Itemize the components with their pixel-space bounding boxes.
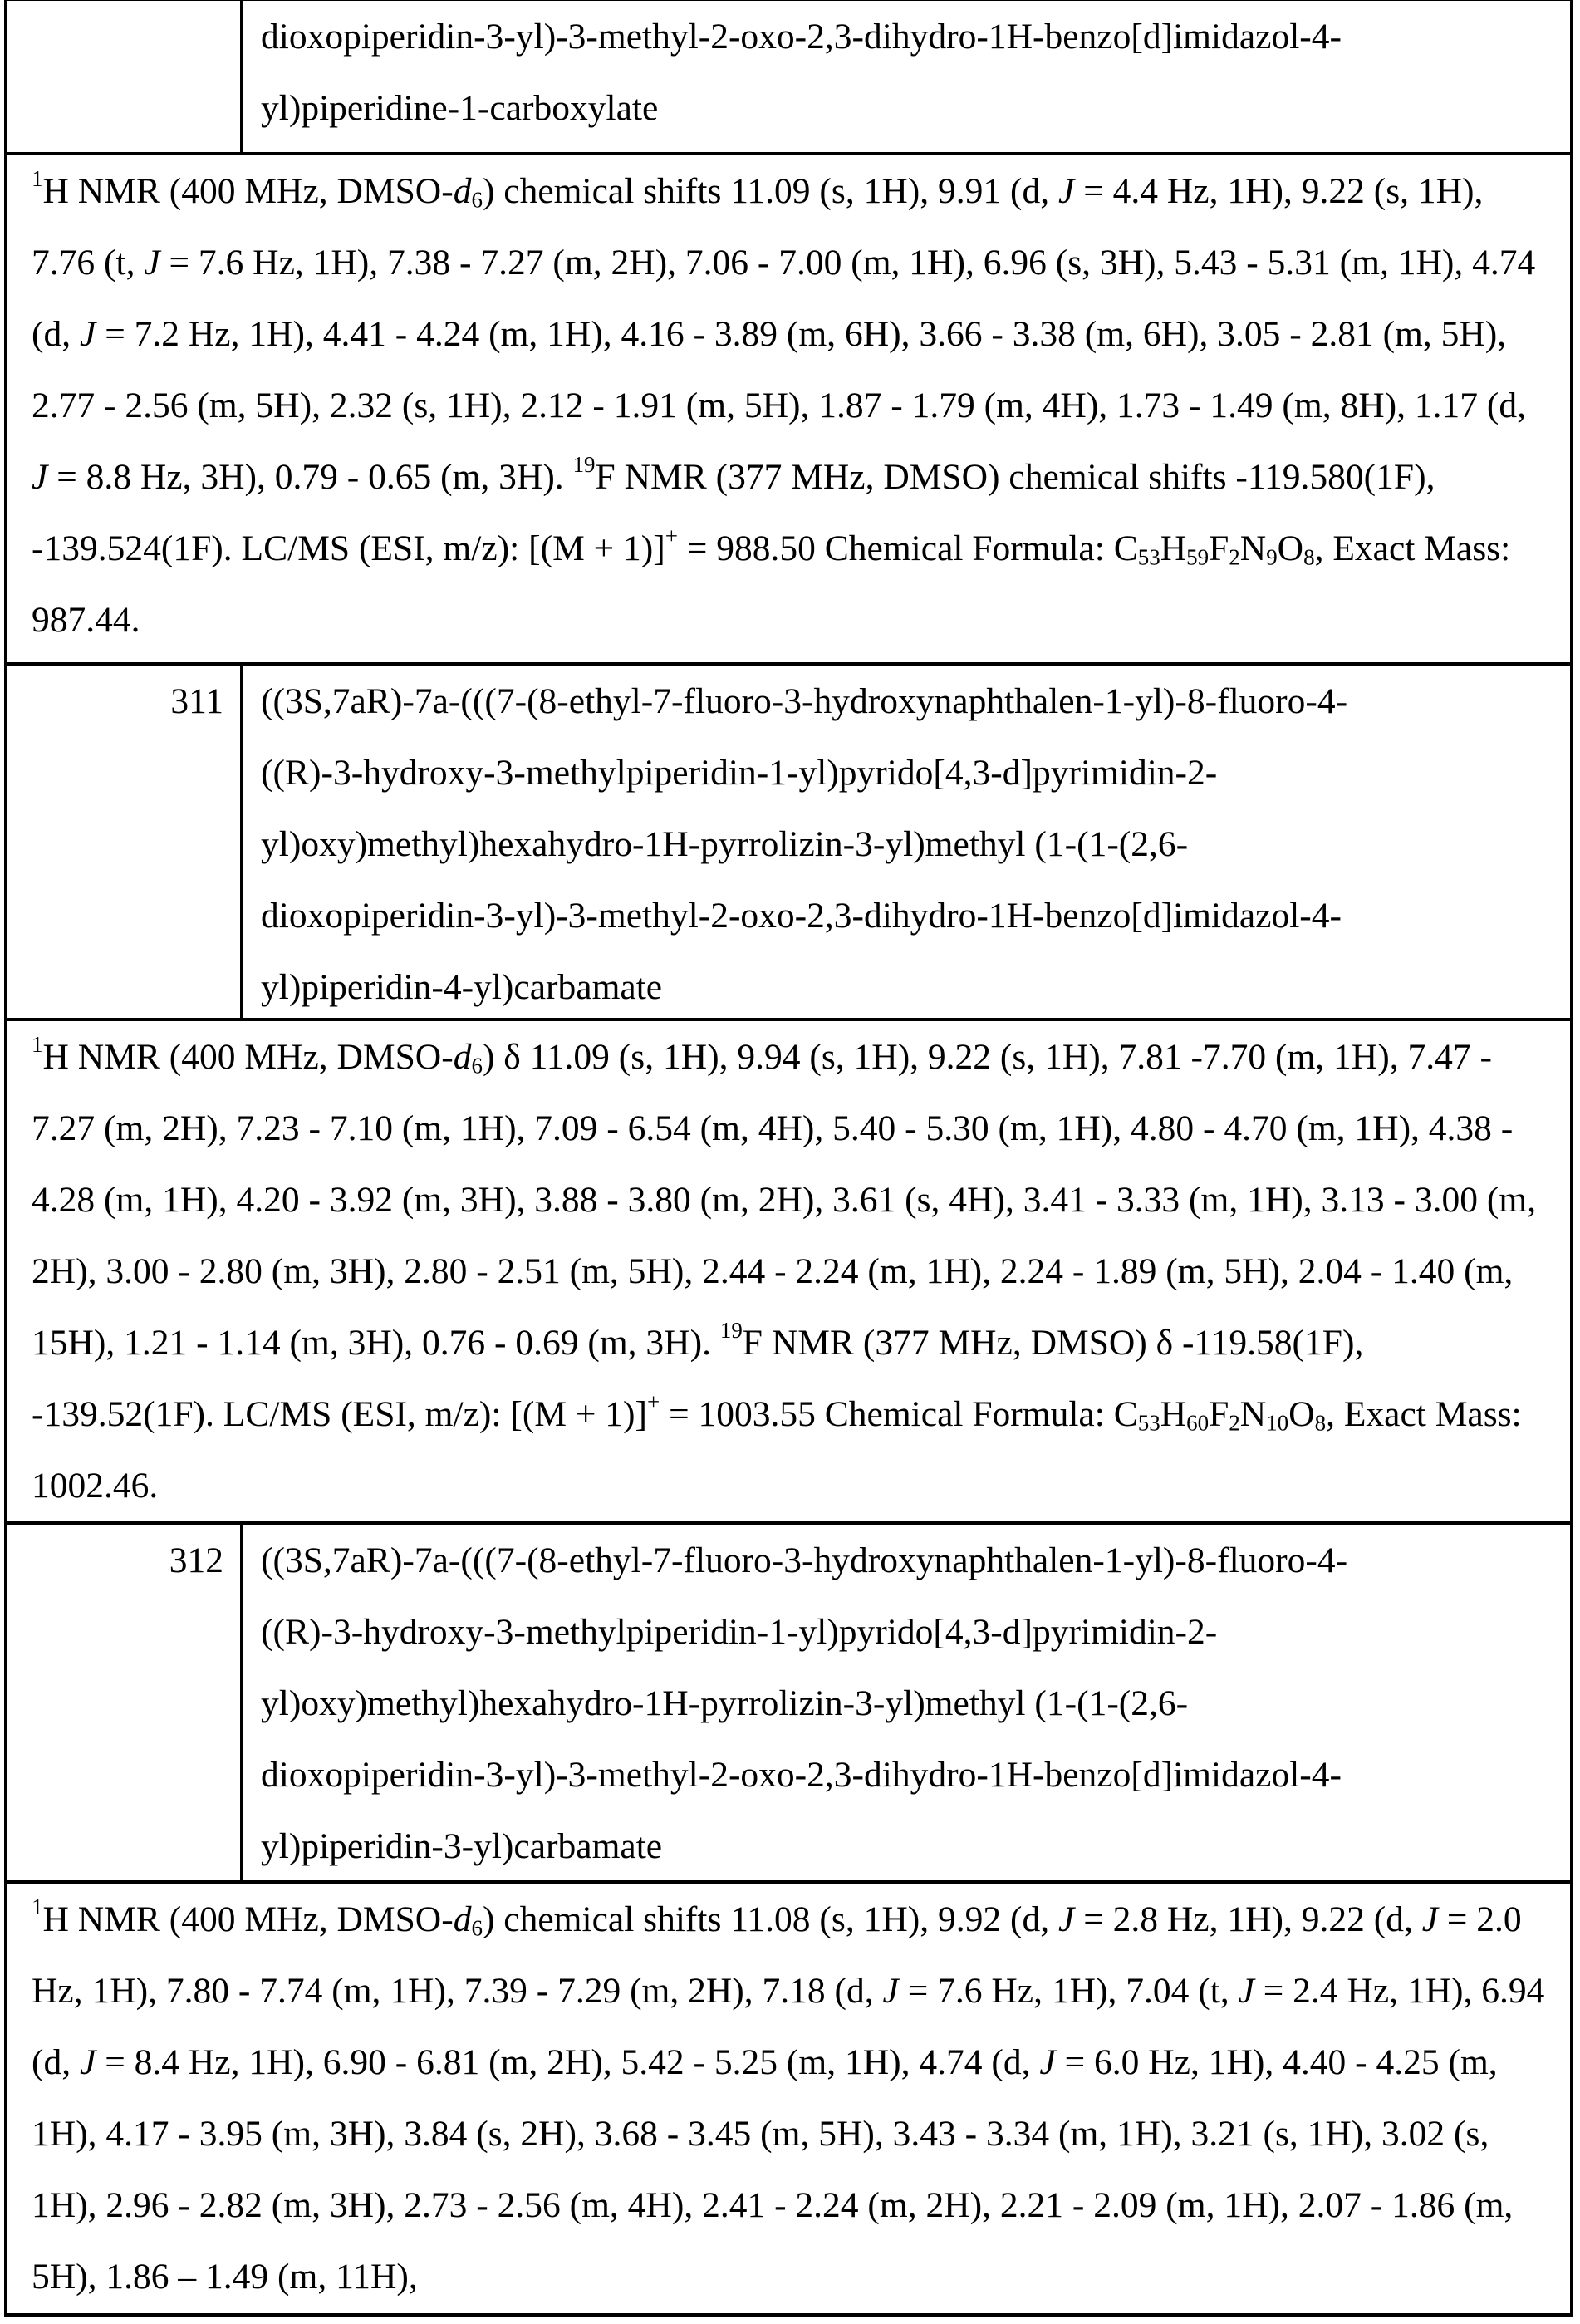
i-segment: J	[32, 457, 47, 497]
text-segment: , Exact Mass: 1002.46.	[32, 1394, 1522, 1506]
compound-row-311	[7, 662, 1570, 1018]
nmr-data-text	[7, 1884, 1570, 2313]
i-segment: J	[1422, 1899, 1438, 1939]
compound-name-line: yl)oxy)methyl)hexahydro-1H-pyrrolizin-3-yl)methyl (1-(1-(2,6-	[261, 1668, 1570, 1739]
compound-row-continued	[7, 0, 1570, 152]
nmr-row	[7, 1880, 1570, 2313]
compound-name-line: ((3S,7aR)-7a-(((7-(8-ethyl-7-fluoro-3-hydroxynaphthalen-1-yl)-8-fluoro-4-	[261, 1525, 1570, 1596]
nmr-row	[7, 152, 1570, 662]
sup-segment: +	[647, 1389, 660, 1414]
compound-number: 311	[7, 666, 243, 1018]
compound-name-line: ((R)-3-hydroxy-3-methylpiperidin-1-yl)pyrido[4,3-d]pyrimidin-2-	[261, 1596, 1570, 1668]
text-segment: = 988.50 Chemical Formula: C	[678, 528, 1138, 568]
compound-name	[243, 1, 1570, 152]
i-segment: J	[1239, 1971, 1254, 2011]
i-segment: d	[454, 1899, 472, 1939]
text-segment: F	[1209, 528, 1229, 568]
i-segment: J	[144, 243, 159, 283]
nmr-data-text	[7, 155, 1570, 662]
i-segment: J	[1058, 1899, 1074, 1939]
compound-name-line: yl)piperidin-3-yl)carbamate	[261, 1811, 1570, 1882]
compound-name-line: yl)piperidin-4-yl)carbamate	[261, 951, 1570, 1023]
compound-name	[243, 666, 1570, 1018]
text-segment: = 2.4 Hz, 1H), 6.94 (d,	[32, 1971, 1544, 2082]
text-segment: = 6.0 Hz, 1H), 4.40 - 4.25 (m, 1H), 4.17 - 3.95 (m, 3H), 3.84 (s, 2H), 3.68 - 3.45 (m, 5H), 3.43 - 3.34 (m, 1H), 3.21 (s, 1H), 3.02 (s, 1H), 2.96 - 2.82 (m, 3H), 2.73 - 2.56 (m, 4H), 2.41 - 2.24 (m, 2H), 2.21 - 2.09 (m, 1H), 2.07 - 1.86 (m, 5H), 1.86 – 1.49 (m, 11H),	[32, 2042, 1513, 2297]
compound-name-line: ((3S,7aR)-7a-(((7-(8-ethyl-7-fluoro-3-hydroxynaphthalen-1-yl)-8-fluoro-4-	[261, 666, 1570, 737]
sub-segment: 9	[1266, 544, 1277, 569]
sub-segment: 2	[1229, 544, 1239, 569]
compound-name-line: dioxopiperidin-3-yl)-3-methyl-2-oxo-2,3-dihydro-1H-benzo[d]imidazol-4-	[261, 880, 1570, 951]
sup-segment: 1	[32, 1894, 42, 1919]
text-segment: H	[1160, 1394, 1186, 1434]
compound-name-line: yl)oxy)methyl)hexahydro-1H-pyrrolizin-3-yl)methyl (1-(1-(2,6-	[261, 808, 1570, 880]
text-segment: = 7.2 Hz, 1H), 4.41 - 4.24 (m, 1H), 4.16 - 3.89 (m, 6H), 3.66 - 3.38 (m, 6H), 3.05 - 2.81 (m, 5H), 2.77 - 2.56 (m, 5H), 2.32 (s, 1H), 2.12 - 1.91 (m, 5H), 1.87 - 1.79 (m, 4H), 1.73 - 1.49 (m, 8H), 1.17 (d,	[32, 314, 1526, 425]
text-segment: = 8.8 Hz, 3H), 0.79 - 0.65 (m, 3H).	[47, 457, 572, 497]
sub-segment: 2	[1229, 1410, 1239, 1435]
text-segment: = 8.4 Hz, 1H), 6.90 - 6.81 (m, 2H), 5.42 - 5.25 (m, 1H), 4.74 (d,	[96, 2042, 1039, 2082]
text-segment: F NMR (377 MHz, DMSO) chemical shifts -119.580(1F), -139.524(1F). LC/MS (ESI, m/z): [(M + 1)]	[32, 457, 1435, 568]
compound-number	[7, 1, 243, 152]
i-segment: J	[1039, 2042, 1055, 2082]
text-segment: = 1003.55 Chemical Formula: C	[660, 1394, 1137, 1434]
text-segment: H	[1160, 528, 1186, 568]
compound-name	[243, 1525, 1570, 1880]
i-segment: d	[454, 1037, 472, 1077]
text-segment: N	[1240, 528, 1266, 568]
sub-segment: 6	[471, 1053, 482, 1078]
sup-segment: 19	[573, 452, 596, 477]
sub-segment: 6	[471, 1915, 482, 1940]
text-segment: O	[1278, 528, 1303, 568]
sup-segment: 1	[32, 166, 42, 191]
text-segment: H NMR (400 MHz, DMSO-	[42, 171, 453, 211]
compound-number: 312	[7, 1525, 243, 1880]
i-segment: J	[1058, 171, 1074, 211]
text-segment: H NMR (400 MHz, DMSO-	[42, 1899, 453, 1939]
compound-table	[4, 0, 1573, 2317]
sub-segment: 6	[471, 187, 482, 212]
text-segment: = 2.8 Hz, 1H), 9.22 (d,	[1074, 1899, 1421, 1939]
sub-segment: 60	[1186, 1410, 1209, 1435]
compound-row-312	[7, 1521, 1570, 1880]
sup-segment: +	[665, 523, 678, 548]
sup-segment: 1	[32, 1032, 42, 1057]
compound-name-line: yl)piperidine-1-carboxylate	[261, 72, 1570, 144]
text-segment: , Exact Mass: 987.44.	[32, 528, 1510, 640]
text-segment: = 7.6 Hz, 1H), 7.38 - 7.27 (m, 2H), 7.06 - 7.00 (m, 1H), 6.96 (s, 3H), 5.43 - 5.31 (m, 1H), 4.74 (d,	[32, 243, 1535, 354]
text-segment: = 7.6 Hz, 1H), 7.04 (t,	[899, 1971, 1239, 2011]
text-segment: F NMR (377 MHz, DMSO) δ -119.58(1F), -139.52(1F). LC/MS (ESI, m/z): [(M + 1)]	[32, 1323, 1363, 1434]
sup-segment: 19	[720, 1318, 743, 1343]
compound-name-line: ((R)-3-hydroxy-3-methylpiperidin-1-yl)pyrido[4,3-d]pyrimidin-2-	[261, 737, 1570, 808]
nmr-data-text	[7, 1021, 1570, 1521]
text-segment: = 2.0 Hz, 1H), 7.80 - 7.74 (m, 1H), 7.39 - 7.29 (m, 2H), 7.18 (d,	[32, 1899, 1522, 2011]
text-segment: = 4.4 Hz, 1H), 9.22 (s, 1H), 7.76 (t,	[32, 171, 1483, 283]
text-segment: H NMR (400 MHz, DMSO-	[42, 1037, 453, 1077]
compound-name-line: dioxopiperidin-3-yl)-3-methyl-2-oxo-2,3-dihydro-1H-benzo[d]imidazol-4-	[261, 1739, 1570, 1811]
sub-segment: 8	[1303, 544, 1314, 569]
text-segment: ) chemical shifts 11.08 (s, 1H), 9.92 (d,	[483, 1899, 1058, 1939]
text-segment: ) chemical shifts 11.09 (s, 1H), 9.91 (d,	[483, 171, 1058, 211]
nmr-row	[7, 1018, 1570, 1521]
sub-segment: 8	[1315, 1410, 1326, 1435]
sub-segment: 10	[1266, 1410, 1288, 1435]
i-segment: J	[883, 1971, 899, 2011]
i-segment: J	[80, 314, 96, 354]
sub-segment: 59	[1186, 544, 1209, 569]
sub-segment: 53	[1138, 544, 1160, 569]
text-segment: ) δ 11.09 (s, 1H), 9.94 (s, 1H), 9.22 (s, 1H), 7.81 -7.70 (m, 1H), 7.47 - 7.27 (m, 2H), 7.23 - 7.10 (m, 1H), 7.09 - 6.54 (m, 4H), 5.40 - 5.30 (m, 1H), 4.80 - 4.70 (m, 1H), 4.38 - 4.28 (m, 1H), 4.20 - 3.92 (m, 3H), 3.88 - 3.80 (m, 2H), 3.61 (s, 4H), 3.41 - 3.33 (m, 1H), 3.13 - 3.00 (m, 2H), 3.00 - 2.80 (m, 3H), 2.80 - 2.51 (m, 5H), 2.44 - 2.24 (m, 1H), 2.24 - 1.89 (m, 5H), 2.04 - 1.40 (m, 15H), 1.21 - 1.14 (m, 3H), 0.76 - 0.69 (m, 3H).	[32, 1037, 1536, 1363]
text-segment: F	[1209, 1394, 1229, 1434]
i-segment: J	[80, 2042, 96, 2082]
text-segment: N	[1240, 1394, 1266, 1434]
i-segment: d	[454, 171, 472, 211]
sub-segment: 53	[1138, 1410, 1160, 1435]
compound-name-line: dioxopiperidin-3-yl)-3-methyl-2-oxo-2,3-dihydro-1H-benzo[d]imidazol-4-	[261, 1, 1570, 72]
text-segment: O	[1288, 1394, 1314, 1434]
